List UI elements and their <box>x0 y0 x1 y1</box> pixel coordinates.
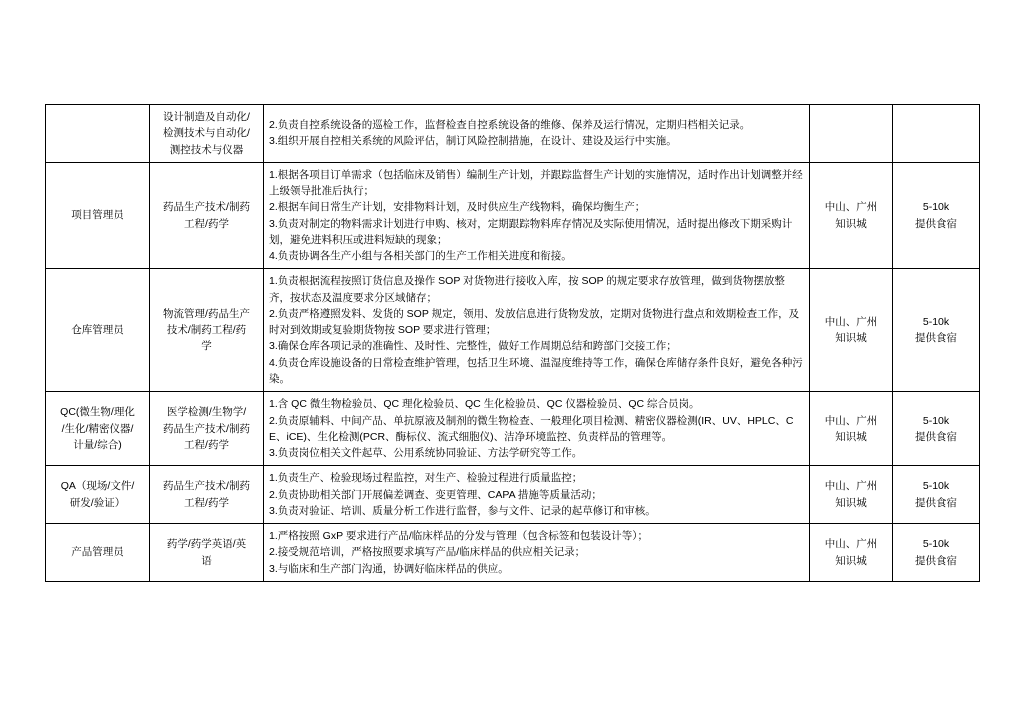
table-row <box>46 105 980 163</box>
cell-major: 药学/药学英语/英 语 <box>150 524 264 582</box>
table-body <box>46 105 980 582</box>
cell-major: 药品生产技术/制药 工程/药学 <box>150 162 264 269</box>
cell-salary: 5-10k 提供食宿 <box>893 392 980 466</box>
cell-location: 中山、广州 知识城 <box>810 524 893 582</box>
cell-position: QC(微生物/理化 /生化/精密仪器/ 计量/综合) <box>46 392 150 466</box>
cell-duties: 1.负责根据流程按照订货信息及操作 SOP 对货物进行接收入库，按 SOP 的规定要求存放管理，做到货物摆放整齐，按状态及温度要求分区域储存； 2.负责严格遵照发料、发货的 SOP 规定，领用、发放信息进行货物发放，定期对货物进行盘点和效期检查工作，及时对到效期或复验期货物按 SOP 要求进行管理； 3.确保仓库各项记录的准确性、及时性、完整性，做好工作周期总结和跨部门交接工作； 4.负责仓库设施设备的日常检查维护管理，包括卫生环境、温湿度维持等工作，确保仓库储存条件良好，避免各种污染。 <box>264 269 810 392</box>
cell-position: 产品管理员 <box>46 524 150 582</box>
cell-major: 药品生产技术/制药 工程/药学 <box>150 466 264 524</box>
table-row <box>46 466 980 524</box>
cell-position: 仓库管理员 <box>46 269 150 392</box>
cell-duties: 1.含 QC 微生物检验员、QC 理化检验员、QC 生化检验员、QC 仪器检验员、QC 综合员岗。 2.负责原辅料、中间产品、单抗原液及制剂的微生物检查、一般理化项目检测、精密仪器检测(IR、UV、HPLC、CE、iCE)、生化检测(PCR、酶标仪、流式细胞仪)、洁净环境监控、负责样品的管理等。 3.负责岗位相关文件起草、公用系统协同验证、方法学研究等工作。 <box>264 392 810 466</box>
cell-duties: 1.严格按照 GxP 要求进行产品/临床样品的分发与管理（包含标签和包装设计等）； 2.接受规范培训，严格按照要求填写产品/临床样品的供应相关记录； 3.与临床和生产部门沟通，协调好临床样品的供应。 <box>264 524 810 582</box>
cell-position: 项目管理员 <box>46 162 150 269</box>
cell-duties: 1.负责生产、检验现场过程监控，对生产、检验过程进行质量监控； 2.负责协助相关部门开展偏差调查、变更管理、CAPA 措施等质量活动； 3.负责对验证、培训、质量分析工作进行监督，参与文件、记录的起草修订和审核。 <box>264 466 810 524</box>
cell-location: 中山、广州 知识城 <box>810 162 893 269</box>
cell-position <box>46 105 150 163</box>
cell-salary: 5-10k 提供食宿 <box>893 162 980 269</box>
cell-major: 物流管理/药品生产 技术/制药工程/药 学 <box>150 269 264 392</box>
cell-salary: 5-10k 提供食宿 <box>893 466 980 524</box>
cell-salary <box>893 105 980 163</box>
table-row <box>46 269 980 392</box>
cell-location <box>810 105 893 163</box>
cell-duties: 1.根据各项目订单需求（包括临床及销售）编制生产计划，并跟踪监督生产计划的实施情况，适时作出计划调整并经上级领导批准后执行； 2.根据车间日常生产计划，安排物料计划，及时供应生产线物料，确保均衡生产； 3.负责对制定的物料需求计划进行申购、核对，定期跟踪物料库存情况及实际使用情况，适时提出修改下期采购计划，避免进料积压或进料短缺的现象； 4.负责协调各生产小组与各相关部门的生产工作相关进度和衔接。 <box>264 162 810 269</box>
cell-major: 设计制造及自动化/ 检测技术与自动化/ 测控技术与仪器 <box>150 105 264 163</box>
table-row <box>46 392 980 466</box>
table-row <box>46 162 980 269</box>
cell-duties: 2.负责自控系统设备的巡检工作，监督检查自控系统设备的维修、保养及运行情况，定期归档相关记录。 3.组织开展自控相关系统的风险评估，制订风险控制措施，在设计、建设及运行中实施。 <box>264 105 810 163</box>
cell-location: 中山、广州 知识城 <box>810 269 893 392</box>
table-row <box>46 524 980 582</box>
cell-location: 中山、广州 知识城 <box>810 392 893 466</box>
cell-position: QA（现场/文件/ 研发/验证） <box>46 466 150 524</box>
recruitment-table <box>45 104 980 582</box>
cell-location: 中山、广州 知识城 <box>810 466 893 524</box>
cell-salary: 5-10k 提供食宿 <box>893 524 980 582</box>
cell-salary: 5-10k 提供食宿 <box>893 269 980 392</box>
cell-major: 医学检测/生物学/ 药品生产技术/制药 工程/药学 <box>150 392 264 466</box>
